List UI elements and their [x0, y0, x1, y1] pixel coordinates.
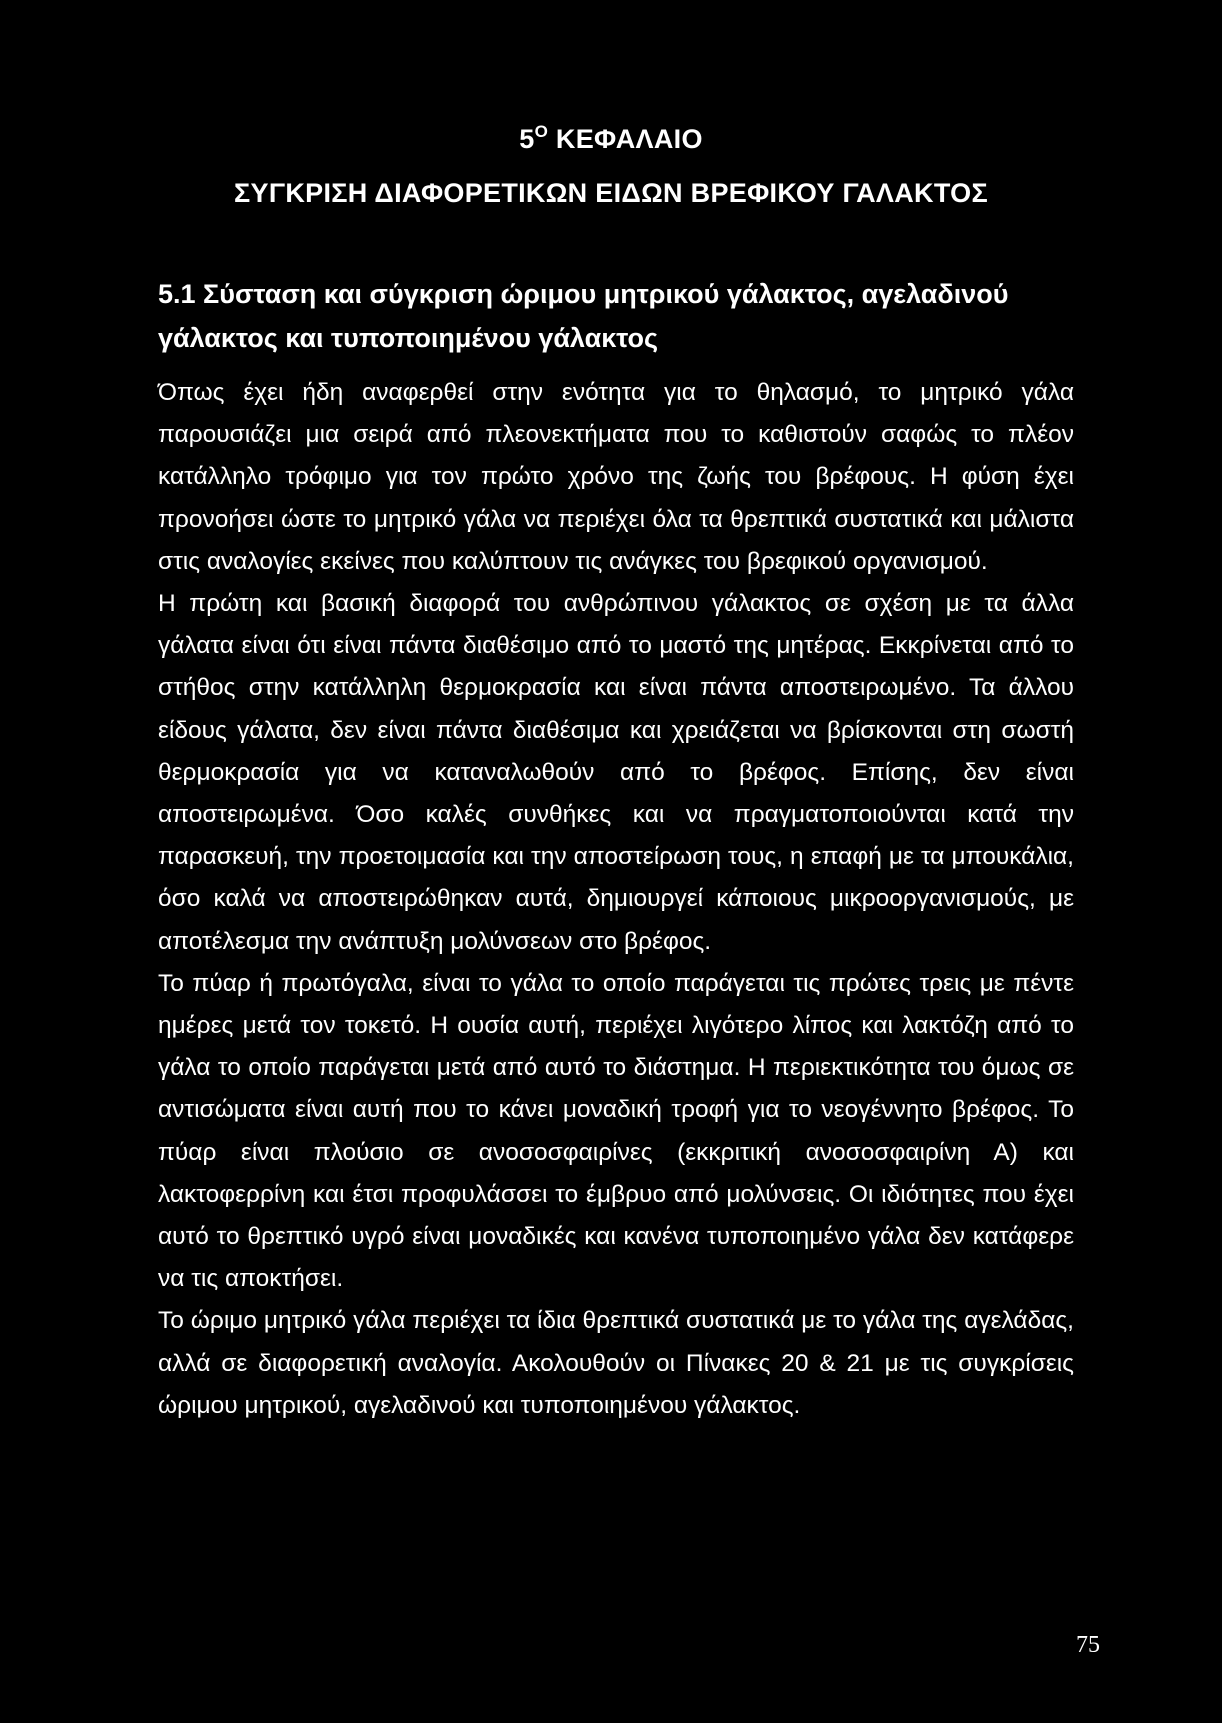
paragraph: Το ώριμο μητρικό γάλα περιέχει τα ίδια θρεπτικά συστατικά με το γάλα της αγελάδας, αλλά σε διαφορετική αναλογία. Ακολουθούν οι Πίνακες 20 & 21 με τις συγκρίσεις ώριμου μητρικού, αγελαδινού και τυποποιημένου γάλακτος. — [158, 1307, 1074, 1419]
paragraph: Η πρώτη και βασική διαφορά του ανθρώπινου γάλακτος σε σχέση με τα άλλα γάλατα είναι ότι είναι πάντα διαθέσιμο από το μαστό της μητέρας. Εκκρίνεται από το στήθος στην κατάλληλη θερμοκρασία και είναι πάντα αποστειρωμένο. Τα άλλου είδους γάλατα, δεν είναι πάντα διαθέσιμα και χρειάζεται να βρίσκονται στη σωστή θερμοκρασία για να καταναλωθούν από το βρέφος. Επίσης, δεν είναι αποστειρωμένα. Όσο καλές συνθήκες και να πραγματοποιούνται κατά την παρασκευή, την προετοιμασία και την αποστείρωση τους, η επαφή με τα μπουκάλια, όσο καλά να αποστειρώθηκαν αυτά, δημιουργεί κάποιους μικροοργανισμούς, με αποτέλεσμα την ανάπτυξη μολύνσεων στο βρέφος. — [158, 590, 1074, 955]
chapter-word: ΚΕΦΑΛΑΙΟ — [555, 124, 703, 154]
chapter-number-superscript: Ο — [534, 122, 549, 141]
chapter-number: 5 — [519, 124, 535, 154]
page-number: 75 — [1076, 1632, 1100, 1658]
paragraph: Όπως έχει ήδη αναφερθεί στην ενότητα για το θηλασμό, το μητρικό γάλα παρουσιάζει μια σειρά από πλεονεκτήματα που το καθιστούν σαφώς το πλέον κατάλληλο τρόφιμο για τον πρώτο χρόνο της ζωής του βρέφους. Η φύση έχει προνοήσει ώστε το μητρικό γάλα να περιέχει όλα τα θρεπτικά συστατικά και μάλιστα στις αναλογίες εκείνες που καλύπτουν τις ανάγκες του βρεφικού οργανισμού. — [158, 379, 1074, 575]
paragraph: Το πύαρ ή πρωτόγαλα, είναι το γάλα το οποίο παράγεται τις πρώτες τρεις με πέντε ημέρες μετά τον τοκετό. Η ουσία αυτή, περιέχει λιγότερο λίπος και λακτόζη από το γάλα το οποίο παράγεται μετά από αυτό το διάστημα. Η περιεκτικότητα του όμως σε αντισώματα είναι αυτή που το κάνει μοναδική τροφή για το νεογέννητο βρέφος. Το πύαρ είναι πλούσιο σε ανοσοσφαιρίνες (εκκριτική ανοσοσφαιρίνη Α) και λακτοφερρίνη και έτσι προφυλάσσει το έμβρυο από μολύνσεις. Οι ιδιότητες που έχει αυτό το θρεπτικό υγρό είναι μοναδικές και κανένα τυποποιημένο γάλα δεν κατάφερε να τις αποκτήσει. — [158, 969, 1074, 1293]
section-heading: 5.1 Σύσταση και σύγκριση ώριμου μητρικού γάλακτος, αγελαδινού γάλακτος και τυποποιημένου γάλακτος — [158, 279, 1009, 353]
body-text — [158, 372, 1074, 1427]
chapter-number-heading — [0, 124, 1222, 155]
chapter-title: ΣΥΓΚΡΙΣΗ ΔΙΑΦΟΡΕΤΙΚΩΝ ΕΙΔΩΝ ΒΡΕΦΙΚΟΥ ΓΑΛΑΚΤΟΣ — [234, 178, 988, 208]
